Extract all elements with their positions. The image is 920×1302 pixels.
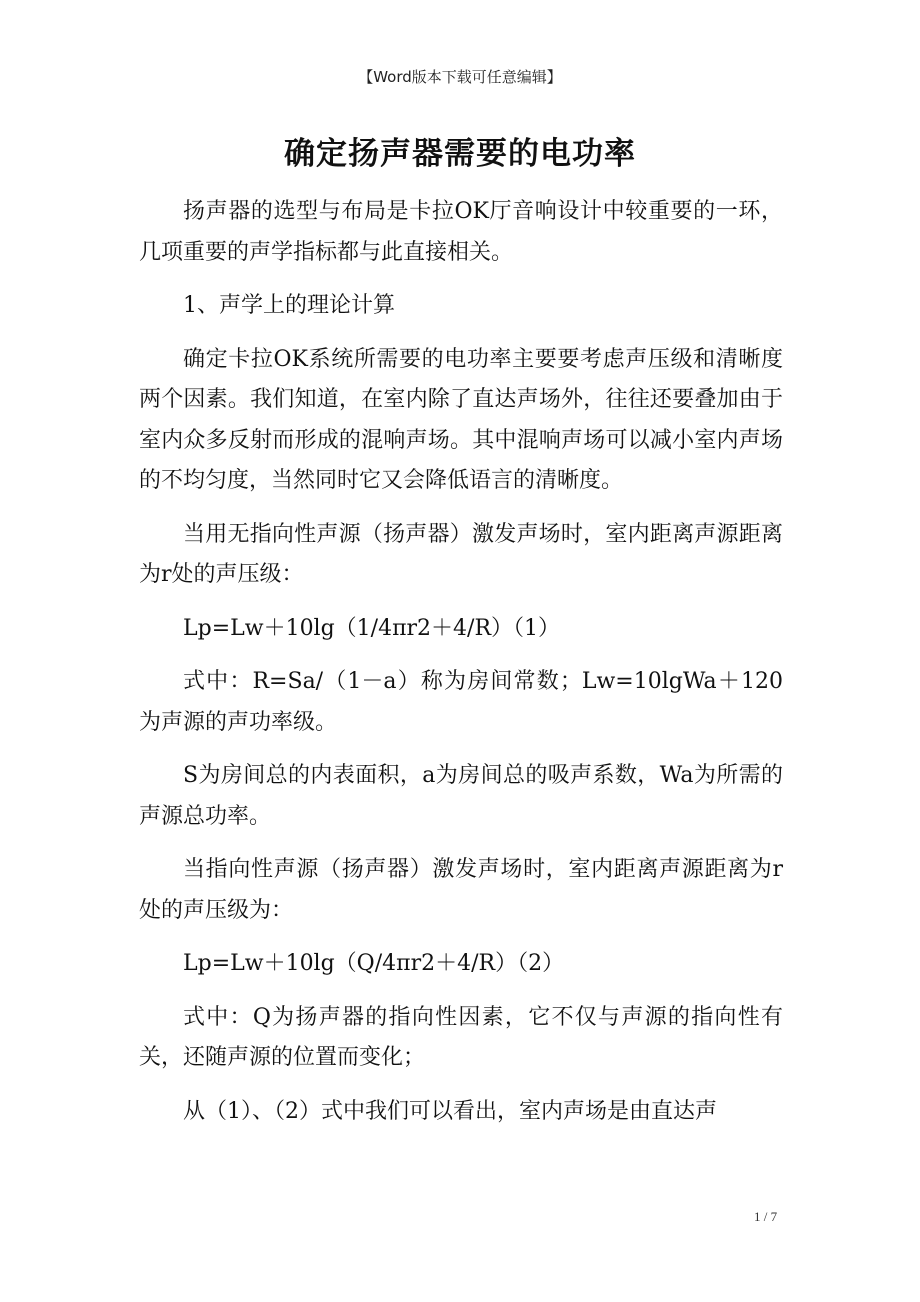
formula-1: Lp=Lw＋10lg（1/4πr2＋4/R）（1）: [183, 615, 561, 641]
document-title: 确定扬声器需要的电功率: [284, 136, 636, 172]
paragraph: 当指向性声源（扬声器）激发声场时，室内距离声源距离为r处的声压级为：: [139, 857, 783, 923]
paragraph: 式中：Q为扬声器的指向性因素，它不仅与声源的指向性有关，还随声源的位置而变化；: [139, 1004, 783, 1070]
page-header: 【Word版本下载可任意编辑】: [358, 68, 562, 86]
paragraph: 当用无指向性声源（扬声器）激发声场时，室内距离声源距离为r处的声压级：: [139, 521, 783, 587]
paragraph: 扬声器的选型与布局是卡拉OK厅音响设计中较重要的一环，几项重要的声学指标都与此直接相关。: [139, 199, 783, 265]
section-heading: 1、声学上的理论计算: [183, 293, 395, 318]
paragraph: 式中：R=Sa/（1－a）称为房间常数；Lw=10lgWa＋120为声源的声功率级。: [139, 669, 783, 735]
document-body: [139, 192, 783, 1145]
paragraph: 从（1）、（2）式中我们可以看出，室内声场是由直达声: [183, 1098, 717, 1124]
page-number: 1 / 7: [754, 1209, 778, 1224]
formula-2: Lp=Lw＋10lg（Q/4πr2＋4/R）（2）: [183, 951, 565, 976]
paragraph: 确定卡拉OK系统所需要的电功率主要要考虑声压级和清晰度两个因素。我们知道，在室内除了直达声场外，往往还要叠加由于室内众多反射而形成的混响声场。其中混响声场可以减小室内声场的不均匀度，当然同时它又会降低语言的清晰度。: [139, 346, 783, 493]
paragraph: S为房间总的内表面积，a为房间总的吸声系数，Wa为所需的声源总功率。: [139, 763, 783, 829]
